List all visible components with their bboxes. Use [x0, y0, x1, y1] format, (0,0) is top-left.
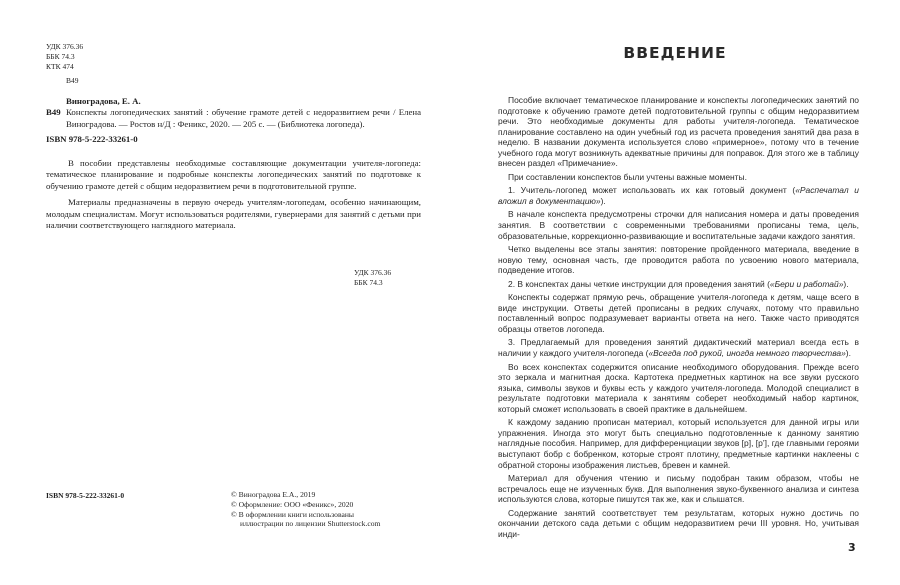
- classification-codes-right: [354, 268, 391, 288]
- chapter-heading: ВВЕДЕНИЕ: [623, 44, 727, 62]
- isbn: ISBN 978-5-222-33261-0: [46, 134, 138, 145]
- isbn-bottom: ISBN 978-5-222-33261-0: [46, 491, 125, 500]
- bbk-code-right: ББК 74.3: [354, 278, 383, 287]
- paragraph-end: ).: [843, 278, 849, 289]
- paragraph-end: ).: [845, 348, 851, 359]
- copyright-line: © Оформление: ООО «Феникс», 2020: [231, 499, 354, 509]
- introduction-body: [498, 95, 859, 539]
- paragraph-text: 3. Предлагаемый для проведения занятий дидактический материал всегда есть в наличии у каждого учителя-логопеда (: [498, 337, 859, 359]
- copyright-line: © В оформлении книги использованы: [231, 509, 354, 519]
- bibliographic-record: [46, 96, 421, 146]
- paragraph-quote: «Бери и работай»: [769, 278, 844, 289]
- annotation: [46, 158, 421, 231]
- paragraph-quote: «Распечатал и вложил в документацию»: [498, 185, 859, 206]
- ktk-code: КТК 474: [46, 62, 74, 71]
- classification-codes: [46, 42, 83, 72]
- paragraph: Пособие включает тематическое планирование и конспекты логопедических занятий по подготовке к обучению грамоте детей подготовительной группы с общим недоразвитием речи. Это необходимые документы для работы учителя-логопеда. Тематическое планирование составлено на один учебный год из расчета проведения занятий два раза в неделю. В названии документа используется слово «примерное», потому что в течение учебного года могут возникнуть адекватные причины для поправок. Для этого же в таблицу внесен раздел «Примечание».: [498, 95, 859, 169]
- paragraph: [498, 279, 859, 290]
- bbk-code: ББК 74.3: [46, 52, 75, 61]
- udk-code-right: УДК 376.36: [354, 268, 392, 277]
- paragraph: [498, 337, 859, 358]
- paragraph: К каждому заданию прописан материал, который используется для данной игры или упражнения. Иногда это могут быть специально подготовленные к данному занятию наглядные пособия. Например, для дифференциации звуков [р], [р’], где главными героями выступают бобр с бобренком, которые строят плотину, предметные картинки наклеены с обратной стороны изображения листьев, бревен и камней.: [498, 417, 859, 470]
- copyright-line: © Виноградова Е.А., 2019: [231, 490, 316, 499]
- copyright-block: [231, 490, 380, 529]
- paragraph: Конспекты содержат прямую речь, обращение учителя-логопеда к детям, чаще всего в виде инструкции. Ответы детей прописаны в редких случаях, потому что правильно поставленный вопрос подразумевает варианты ответа на него. Также часто приводятся образцы ответов логопеда.: [498, 292, 859, 334]
- paragraph: Во всех конспектах содержится описание необходимого оборудования. Прежде всего это зеркала и магнитная доска. Картотека предметных картинок на все звуки русского языка, символы звуков и буквы есть у каждого учителя-логопеда. Молодой специалист в результате подготовки материала к занятиям соберет необходимый набор картинок, который сможет использовать в своей практике в дальнейшем.: [498, 361, 859, 414]
- paragraph-end: ).: [600, 195, 606, 206]
- copyright-line: иллюстрации по лицензии Shutterstock.com: [240, 519, 381, 529]
- author-mark-small: В49: [66, 76, 79, 85]
- paragraph: Четко выделены все этапы занятия: повторение пройденного материала, введение в новую тему, основная часть, где проводится работа по усвоению нового материала, подведение итогов.: [498, 244, 859, 276]
- paragraph: [498, 185, 859, 206]
- paragraph: В начале конспекта предусмотрены строчки для написания номера и даты проведения занятия. В соответствии с современными требованиями прописаны тема, цель, образовательные, коррекционно-развивающие и воспитательные задачи каждого занятия.: [498, 209, 859, 241]
- page-number: 3: [848, 541, 856, 554]
- author-name: Виноградова, Е. А.: [66, 96, 141, 106]
- annotation-paragraph: Материалы предназначены в первую очередь учителям-логопедам, особенно начинающим, молодым специалистам. Могут использоваться родителями, гувернерами для занятий с детьми при наличии соответствующего наглядного материала.: [46, 197, 421, 231]
- paragraph: При составлении конспектов были учтены важные моменты.: [508, 171, 747, 182]
- author-mark: В49: [46, 107, 61, 118]
- udk-code: УДК 376.36: [46, 42, 84, 51]
- annotation-paragraph: В пособии представлены необходимые составляющие документации учителя-логопеда: тематическое планирование и подробные конспекты логопедических занятий по подготовке к обучению грамоте детей с общим недоразвитием речи в подготовительной группе.: [46, 158, 421, 191]
- paragraph-quote: «Всегда под рукой, иногда немного творчества»: [648, 348, 846, 359]
- bibliographic-description: Конспекты логопедических занятий : обучение грамоте детей с недоразвитием речи / Елена Виноградова. — Ростов н/Д : Феникс, 2020. — 205 с. — (Библиотека логопеда).: [66, 107, 421, 129]
- paragraph-text: 1. Учитель-логопед может использовать их как готовый документ (: [508, 185, 796, 196]
- paragraph: Содержание занятий соответствует тем результатам, которых нужно достичь по окончании детского сада детьми с общим недоразвитием речи III уровня. Но, учитывая инди-: [498, 507, 859, 539]
- paragraph: Материал для обучения чтению и письму подобран таким образом, чтобы не встречалось еще не изученных букв. Для выполнения звуко-буквенного анализа и синтеза используются слова, которые пишутся так же, как и слышатся.: [498, 473, 859, 505]
- paragraph-text: 2. В конспектах даны четкие инструкции для проведения занятий (: [508, 278, 770, 289]
